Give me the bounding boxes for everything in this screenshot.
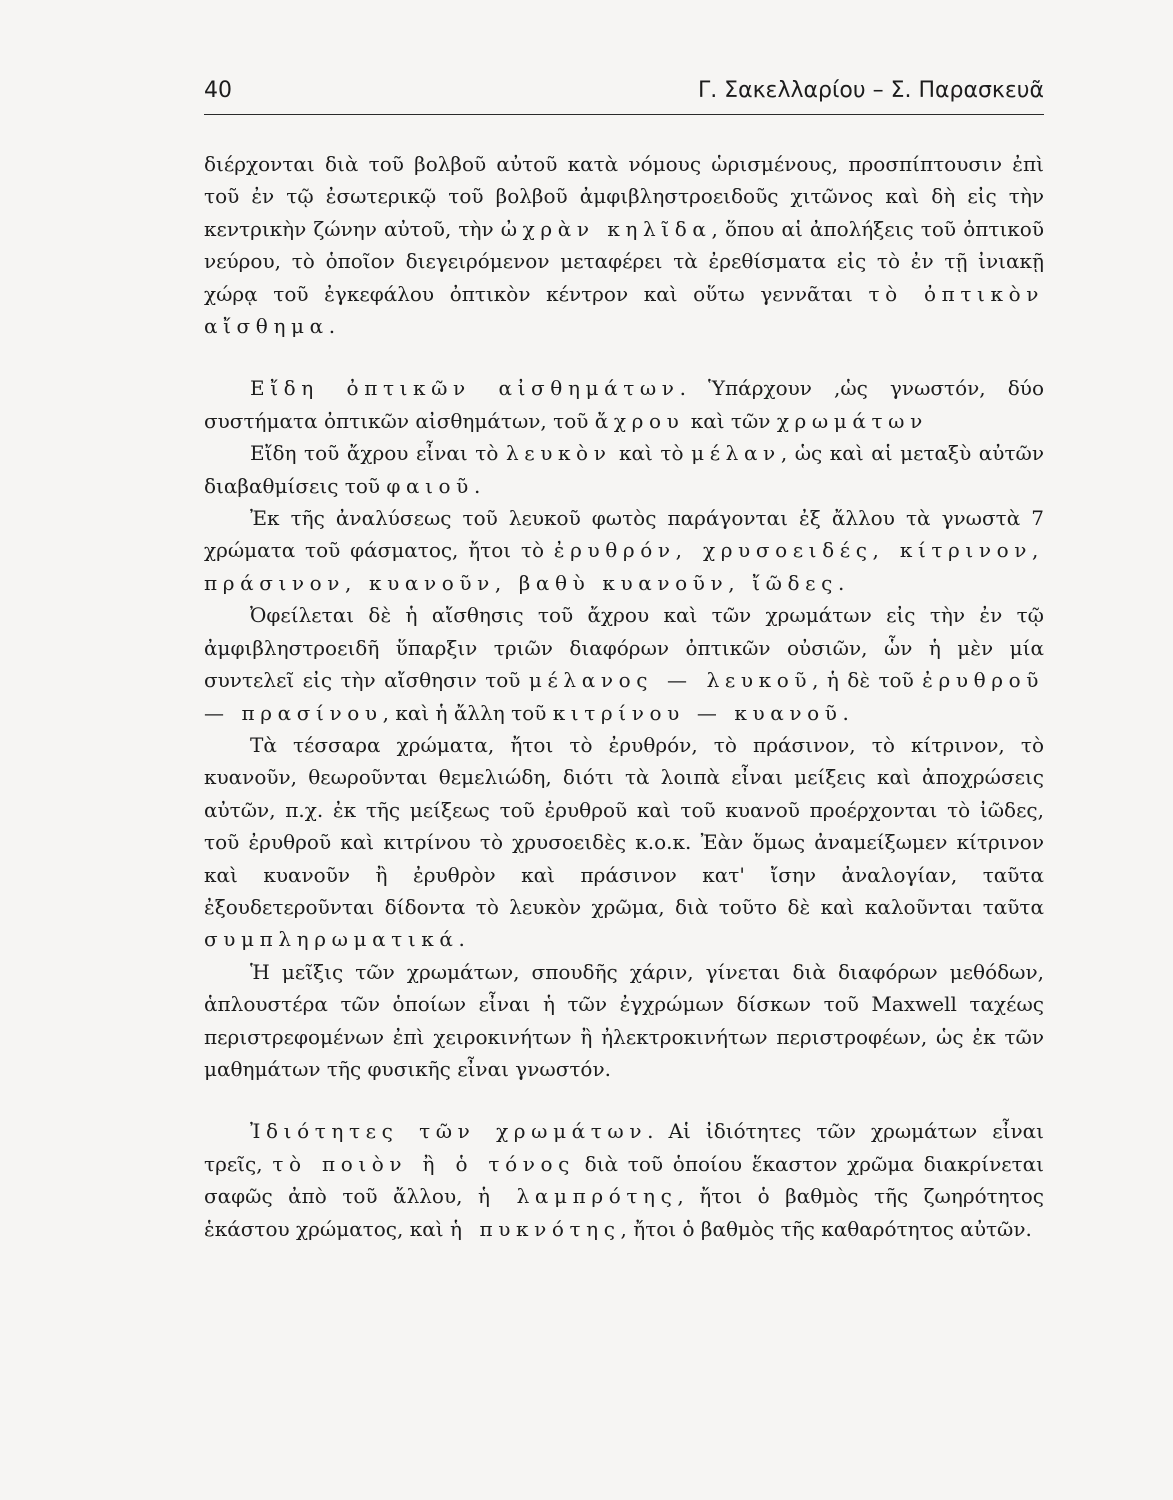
spaced-term: ἐρυθρόν, χρυσοειδές, κίτρινον, πράσινον, κυανοῦν, βαθὺ κυανοῦν, ἴῶδες [204,538,1044,595]
spaced-term: ἄχρου [594,408,685,433]
spaced-term: συμπληρωματικά [204,927,459,952]
spaced-term: τὸ ὀπτικὸν αἴσθημα [204,281,1044,339]
text-run: , ὅπου αἱ ἀπολήξεις τοῦ ὀπτικοῦ νεύρου, τὸ ὁποῖον διεγειρόμενον μεταφέρει τὰ ἐρεθίσματα εἰς τὸ ἐν τῇ ἰνιακῇ χώρᾳ τοῦ ἐγκεφάλου ὀπτικὸν κέντρον καὶ οὕτω γεννᾶται [204,216,1044,306]
text-run: καὶ τῶν [684,408,777,433]
spaced-term: χρωμάτων [776,408,928,433]
spaced-term: κιτρίνου — κυανοῦ [552,700,843,725]
spaced-term: λευκὸν [505,441,612,466]
text-run: . [473,473,481,498]
text-run: διέρχονται διὰ τοῦ βολβοῦ αὐτοῦ κατὰ νόμους ὡρισμένους, προσπίπτουσιν ἐπὶ τοῦ ἐν τῷ ἐσωτερικῷ τοῦ βολβοῦ ἀμφιβληστροειδοῦς χιτῶνος καὶ δὴ εἰς τὴν κεντρικὴν ζώνην αὐτοῦ, τὴν [204,152,1044,241]
text-run: , ἤτοι ὁ βαθμὸς τῆς καθαρότητος αὐτῶν. [620,1216,1032,1241]
spaced-term: μέλανος — λευκοῦ [528,668,813,693]
spaced-term: φαιοῦ [386,473,474,498]
spaced-term: μέλαν [691,441,781,466]
spaced-term: ἡ πυκνότης [449,1216,621,1241]
text-run: Ὀφείλεται δὲ ἡ αἴσθησις τοῦ ἄχρου καὶ τῶν χρωμάτων εἰς τὴν ἐν τῷ ἀμφιβληστροειδῆ ὕπαρξιν τριῶν διαφόρων ὀπτικῶν οὐσιῶν, ὧν ἡ μὲν μία συντελεῖ εἰς τὴν αἴσθησιν τοῦ [204,603,1044,693]
text-run: , καὶ ἡ ἄλλη τοῦ [382,700,553,725]
text-run: Τὰ τέσσαρα χρώματα, ἤτοι τὸ ἐρυθρόν, τὸ πράσινον, τὸ κίτρινον, τὸ κυανοῦν, θεωροῦνται θεμελιώδη, διότι τὰ λοιπὰ εἶναι μείξεις καὶ ἀποχρώσεις αὐτῶν, π.χ. ἐκ τῆς μείξεως τοῦ ἐρυθροῦ καὶ τοῦ κυανοῦ προέρχονται τὸ ἰῶδες, τοῦ ἐρυθροῦ καὶ κιτρίνου τὸ χρυσοειδὲς κ.ο.κ. Ἐὰν ὅμως ἀναμείξωμεν κίτρινον καὶ κυανοῦν ἢ ἐρυθρὸν καὶ πράσινον κατ' ἴσην ἀναλογίαν, ταῦτα ἐξουδετεροῦνται δίδοντα τὸ λευκὸν χρῶμα, διὰ τοῦτο δὲ καὶ καλοῦνται ταῦτα [204,732,1044,919]
text-run: . [328,314,336,339]
running-head: Γ. Σακελλαρίου – Σ. Παρασκευᾶ [697,78,1044,103]
text-run: . [842,700,849,725]
paragraph [204,599,1044,729]
spaced-term: ὠχρὰν κηλῖδα [500,216,712,241]
spaced-term: ἡ λαμπρότης [477,1184,678,1209]
paragraph [204,502,1044,599]
text-run: , ἡ δὲ τοῦ [812,668,923,693]
page-number: 40 [204,78,232,103]
text-run: . Ὑπάρχουν ,ὡς γνωστόν, δύο συστήματα ὀπτικῶν αἰσθημάτων, τοῦ [204,376,1044,433]
text-run: . [458,927,465,952]
spaced-term: τὸ ποιὸν ἢ ὁ τόνος [272,1151,575,1176]
paragraph [204,729,1044,956]
text-run: Ἐκ τῆς ἀναλύσεως τοῦ λευκοῦ φωτὸς παράγονται ἐξ ἄλλου τὰ γνωστὰ 7 χρώματα τοῦ φάσματος, ἤτοι τὸ [204,506,1044,563]
text-run: , ἤτοι ὁ βαθμὸς τῆς ζωηρότητος ἑκάστου χρώματος, καὶ [204,1184,1044,1241]
header-rule [204,114,1044,115]
body-text [204,148,1044,1245]
paragraph [204,437,1044,502]
text-run: Ἡ μεῖξις τῶν χρωμάτων, σπουδῆς χάριν, γίνεται διὰ διαφόρων μεθόδων, ἁπλουστέρα τῶν ὁποίων εἶναι ἡ τῶν ἐγχρώμων δίσκων τοῦ Maxwell ταχέως περιστρεφομένων ἐπὶ χειροκινήτων ἢ ἠλεκτροκινήτων περιστροφέων, ὡς ἐκ τῶν μαθημάτων τῆς φυσικῆς εἶναι γνωστόν. [204,959,1044,1081]
spaced-term: ἐρυθροῦ — πρασίνου [204,668,1045,725]
text-run: , ὡς καὶ αἱ μεταξὺ αὐτῶν διαβαθμίσεις τοῦ [204,441,1044,498]
text-run: . Αἱ ἰδιότητες τῶν χρωμάτων εἶναι τρεῖς, [204,1119,1044,1176]
text-run: . [837,570,845,595]
spaced-term: Ἰδιότητες τῶν χρωμάτων [250,1119,648,1144]
paragraph [204,372,1044,437]
paragraph [204,148,1044,342]
paragraph [204,1115,1044,1245]
paragraph [204,956,1044,1086]
text-run: διὰ τοῦ ὁποίου ἕκαστον χρῶμα διακρίνεται σαφῶς ἀπὸ τοῦ ἄλλου, [204,1151,1044,1209]
text-run: καὶ τὸ [611,441,692,466]
spaced-term: Εἴδη ὀπτικῶν αἰσθημάτων [250,376,680,401]
text-run: Εἴδη τοῦ ἄχρου εἶναι τὸ [250,441,506,466]
page-header [204,70,1044,110]
